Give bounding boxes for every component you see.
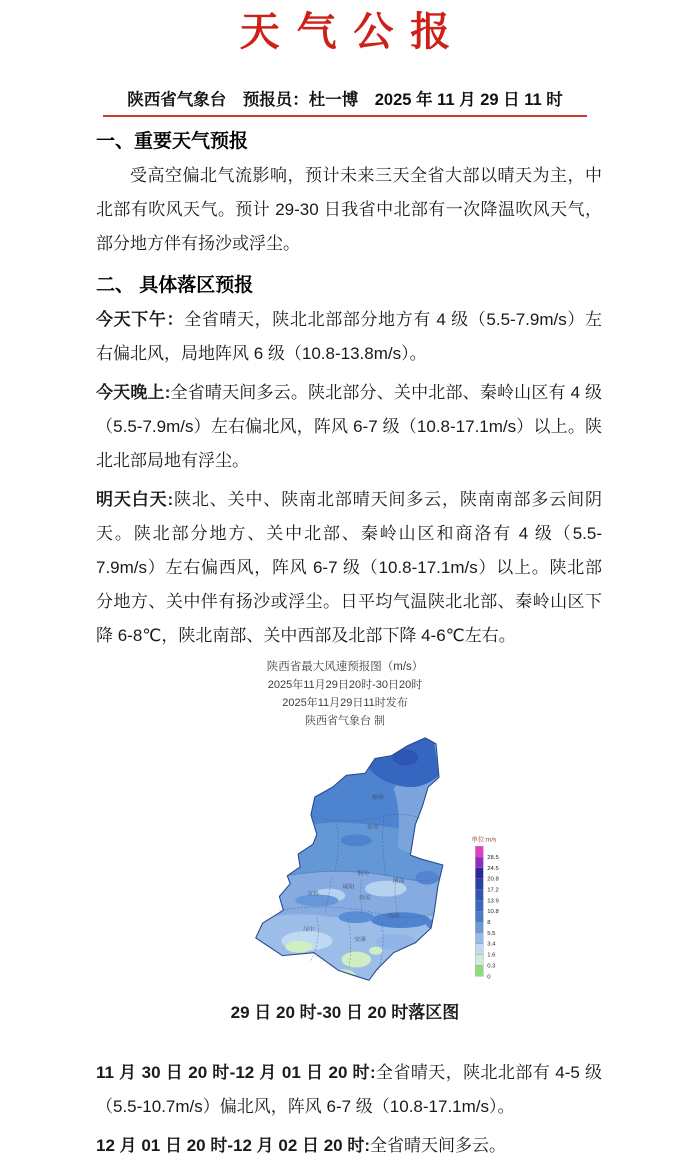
forecast-label: 今天下午： (96, 310, 185, 329)
map-valid-period: 2025年11月29日20时-30日20时 (267, 679, 423, 691)
map-caption: 29 日 20 时-30 日 20 时落区图 (230, 1003, 460, 1022)
legend-swatch (475, 900, 483, 911)
map-city-label: 渭南 (392, 878, 405, 885)
legend-swatch (475, 965, 483, 976)
legend-value: 1.6 (487, 952, 496, 959)
map-city-label: 铜川 (357, 870, 370, 877)
forecast-label: 明天白天: (96, 490, 174, 509)
section-2-heading: 二、 具体落区预报 (96, 275, 254, 296)
map-city-label: 西安 (359, 895, 372, 902)
outlook-text: 全省晴天间多云。 (370, 1136, 507, 1155)
map-city-label: 商洛 (387, 914, 400, 921)
wind-forecast-map-block (0, 658, 690, 1026)
outlook-day3 (96, 1129, 602, 1163)
legend-values (487, 855, 499, 980)
section-1-paragraph: 受高空偏北气流影响，预计未来三天全省大部以晴天为主，中北部有吹风天气。预计 29-30 日我省中北部有一次降温吹风天气，部分地方伴有扬沙或浮尘。 (96, 166, 602, 253)
outlook-label: 12 月 01 日 20 时-12 月 02 日 20 时: (96, 1136, 371, 1155)
map-city-label: 汉中 (303, 926, 315, 933)
section-1-heading: 一、重要天气预报 (96, 131, 249, 152)
legend-value: 5.5 (487, 930, 496, 937)
meta-line: 陕西省气象台 预报员：杜一博 2025 年 11 月 29 日 11 时 (103, 86, 587, 117)
legend-value: 17.2 (487, 887, 499, 894)
map-canvas (0, 730, 690, 992)
outlook-label: 11 月 30 日 20 时-12 月 01 日 20 时: (96, 1063, 376, 1082)
map-city-label: 安康 (354, 936, 367, 943)
legend-swatch (475, 955, 483, 966)
legend-swatch (475, 922, 483, 933)
map-city-label: 榆林 (371, 794, 384, 801)
map-title-lines (0, 658, 690, 730)
forecast-text: 陕北、关中、陕南北部晴天间多云，陕南南部多云间阴天。陕北部分地方、关中北部、秦岭山区和商洛有 4 级（5.5-7.9m/s）左右偏西风，阵风 6-7 级（10.8-17.1m/s）以上。陕北部分地方、关中伴有扬沙或浮尘。日平均气温陕北北部、秦岭山区下降 6-8℃，陕北南部、关中西部及北部下降 4-6℃左右。 (96, 490, 602, 645)
legend-swatch (475, 857, 483, 868)
map-city-label: 宝鸡 (306, 891, 319, 898)
page-title: 天气公报 (239, 10, 467, 54)
legend-color-bar (475, 846, 483, 976)
legend-swatch (475, 890, 483, 901)
map-city-label: 延安 (367, 824, 379, 831)
legend-value: 20.8 (487, 876, 499, 883)
forecast-tomorrow (96, 483, 602, 653)
map-producer: 陕西省气象台 制 (304, 715, 386, 727)
legend-value: 0 (487, 974, 491, 981)
legend-value: 24.5 (487, 865, 499, 872)
map-shaded-regions (238, 730, 504, 996)
legend-value: 28.5 (487, 855, 499, 862)
outlook-text: 全省晴天，陕北北部有 4-5 级（5.5-10.7m/s）偏北风，阵风 6-7 级（10.8-17.1m/s）。 (96, 1063, 602, 1116)
legend-swatch (475, 868, 483, 879)
forecast-text: 全省晴天，陕北北部部分地方有 4 级（5.5-7.9m/s）左右偏北风，局地阵风 6 级（10.8-13.8m/s）。 (96, 310, 602, 363)
legend-swatch (475, 911, 483, 922)
legend-swatch (475, 944, 483, 955)
legend-value: 3.4 (487, 941, 496, 948)
legend-swatch (475, 879, 483, 890)
legend-value: 10.8 (487, 909, 499, 916)
map-city-label: 咸阳 (342, 884, 355, 891)
map-issue-time: 2025年11月29日11时发布 (282, 697, 408, 709)
map-legend (471, 834, 499, 980)
legend-swatch (475, 846, 483, 857)
legend-unit-label: 单位:m/s (471, 836, 497, 844)
forecast-today-afternoon (96, 303, 602, 371)
legend-value: 8 (487, 920, 491, 927)
legend-value: 0.3 (487, 963, 496, 970)
weather-bulletin-page (0, 6, 690, 1166)
outlook-section (0, 1056, 690, 1163)
forecast-tonight (96, 376, 602, 478)
map-title: 陕西省最大风速预报图（m/s） (266, 661, 424, 673)
forecast-label: 今天晚上: (96, 383, 171, 402)
legend-swatch (475, 933, 483, 944)
outlook-day2 (96, 1056, 602, 1124)
legend-value: 13.9 (487, 898, 499, 905)
document-body (0, 130, 690, 653)
shaanxi-wind-speed-map (238, 730, 504, 996)
forecast-text: 全省晴天间多云。陕北部分、关中北部、秦岭山区有 4 级（5.5-7.9m/s）左右偏北风，阵风 6-7 级（10.8-17.1m/s）以上。陕北北部局地有浮尘。 (96, 383, 602, 470)
